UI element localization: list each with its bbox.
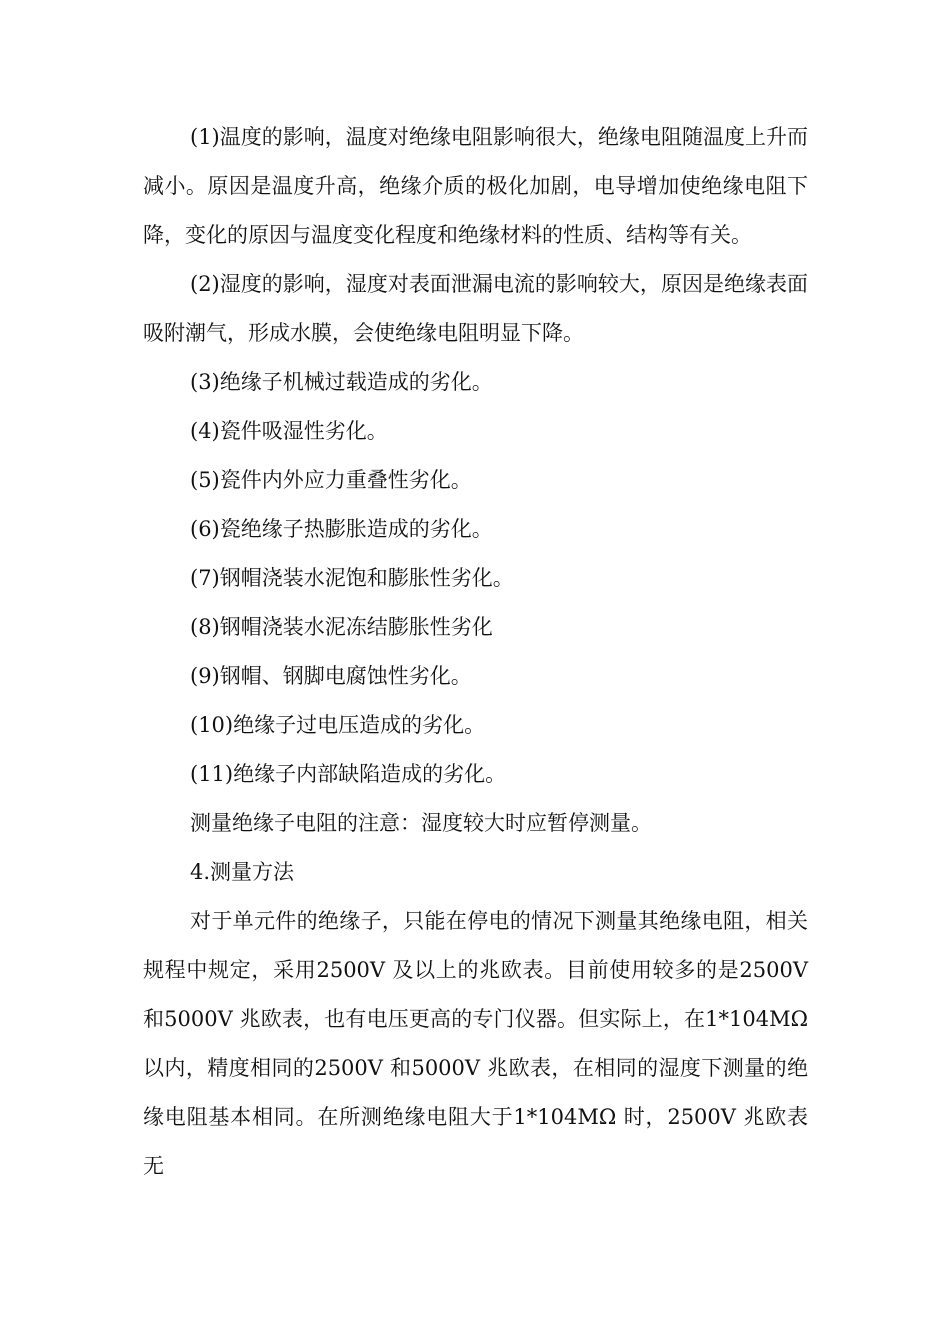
- paragraph-humidity-effect: (2)湿度的影响，湿度对表面泄漏电流的影响较大，原因是绝缘表面吸附潮气，形成水膜，会使绝缘电阻明显下降。: [143, 272, 808, 345]
- measurement-note: 测量绝缘子电阻的注意：湿度较大时应暂停测量。: [190, 811, 652, 835]
- document-body: [143, 113, 808, 1191]
- list-item-6: (6)瓷绝缘子热膨胀造成的劣化。: [190, 517, 493, 541]
- section-heading-measurement-method: 4.测量方法: [190, 860, 295, 884]
- list-item-5: (5)瓷件内外应力重叠性劣化。: [190, 468, 472, 492]
- list-item-10: (10)绝缘子过电压造成的劣化。: [190, 713, 486, 737]
- list-item-11: (11)绝缘子内部缺陷造成的劣化。: [190, 762, 507, 786]
- paragraph-measurement-method: 对于单元件的绝缘子，只能在停电的情况下测量其绝缘电阻，相关规程中规定，采用2500V 及以上的兆欧表。目前使用较多的是2500V 和5000V 兆欧表，也有电压更高的专门仪器。但实际上，在1*104MΩ以内，精度相同的2500V 和5000V 兆欧表，在相同的湿度下测量的绝缘电阻基本相同。在所测绝缘电阻大于1*104MΩ 时，2500V 兆欧表无: [143, 909, 808, 1178]
- list-item-7: (7)钢帽浇装水泥饱和膨胀性劣化。: [190, 566, 514, 590]
- list-item-8: (8)钢帽浇装水泥冻结膨胀性劣化: [190, 615, 493, 639]
- list-item-4: (4)瓷件吸湿性劣化。: [190, 419, 388, 443]
- paragraph-temperature-effect: (1)温度的影响，温度对绝缘电阻影响很大，绝缘电阻随温度上升而减小。原因是温度升高，绝缘介质的极化加剧，电导增加使绝缘电阻下降，变化的原因与温度变化程度和绝缘材料的性质、结构等有关。: [143, 125, 808, 247]
- list-item-9: (9)钢帽、钢脚电腐蚀性劣化。: [190, 664, 472, 688]
- list-item-3: (3)绝缘子机械过载造成的劣化。: [190, 370, 493, 394]
